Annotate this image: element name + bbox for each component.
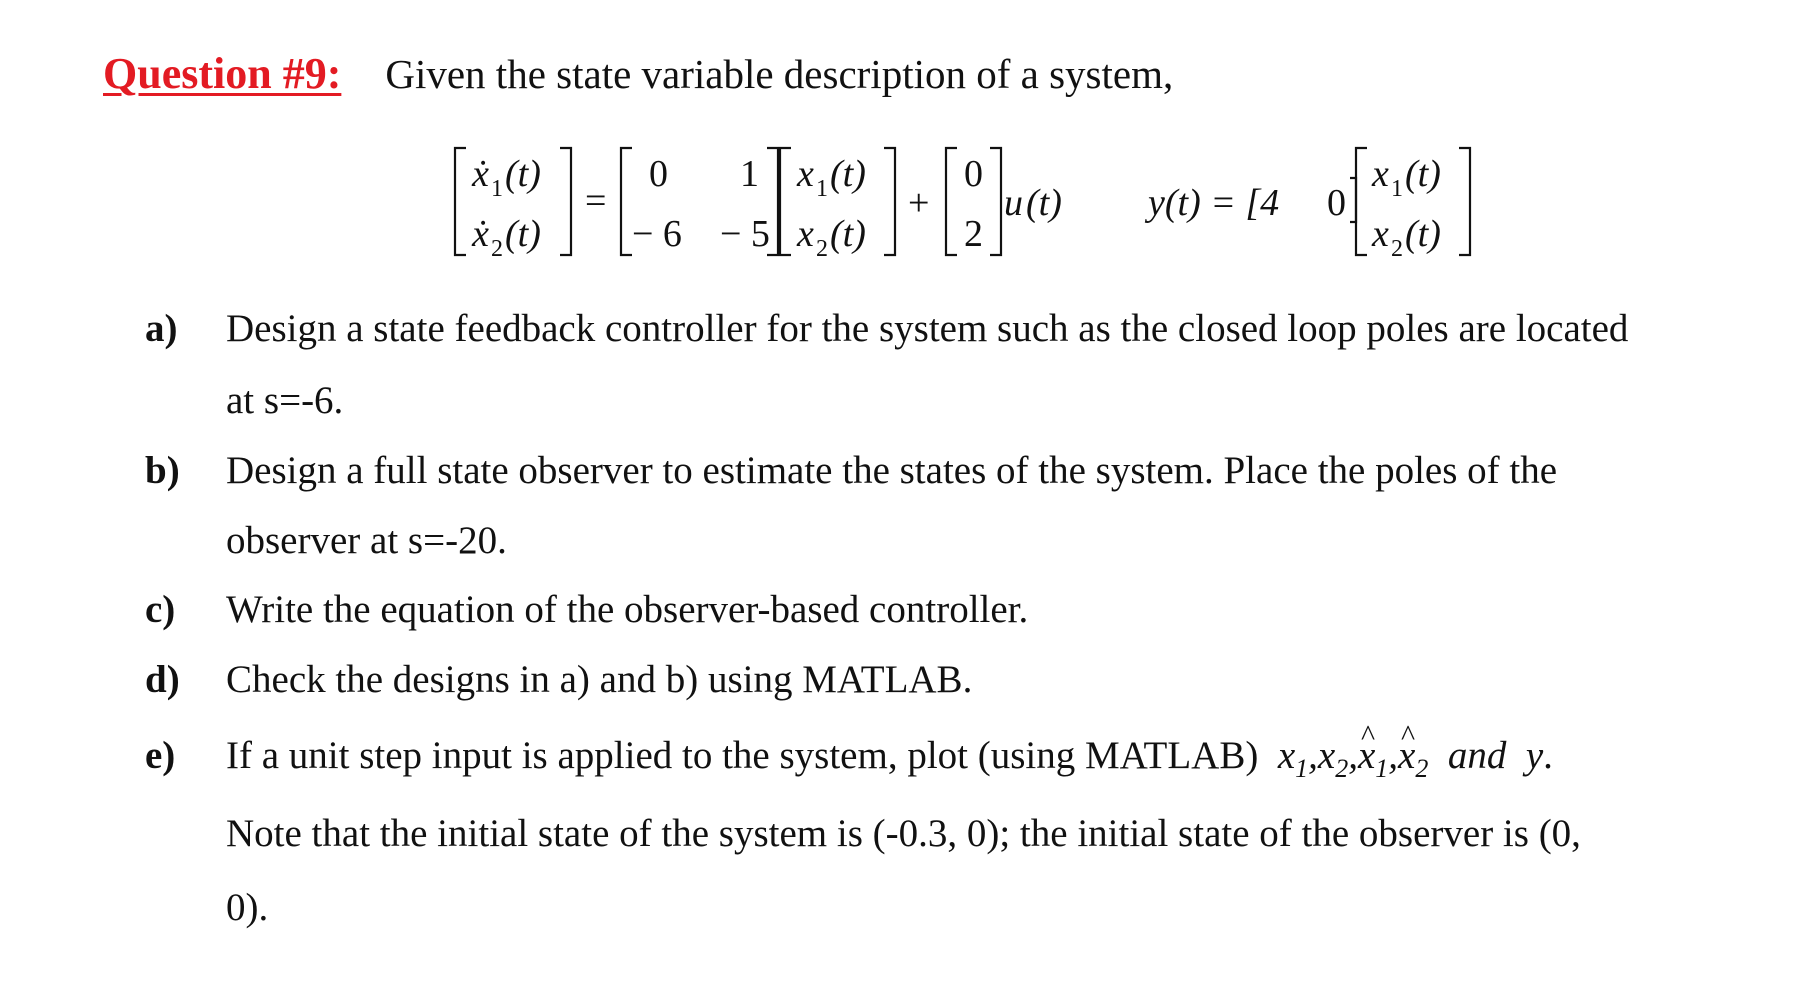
x-bracket-left [780,148,791,255]
x1-subscript: 1 [816,176,828,202]
y-x2-subscript: 2 [1391,236,1403,262]
question-intro: Given the state variable description of a system, [385,51,1174,97]
question-number: Question #9: [103,49,342,98]
state-space-equation [0,0,1799,300]
item-text: Check the designs in a) and b) using MATLAB. [226,658,973,701]
b-bracket-left [946,148,957,255]
input-u-arg: (t) [1026,182,1062,224]
item-text: Write the equation of the observer-based controller. [226,588,1029,631]
x1-dot-symbol: ẋ [472,153,489,195]
item-label: e) [145,734,176,777]
x1-dot-arg: (t) [505,153,541,195]
y-x1-symbol: x [1372,153,1389,195]
c2: 0 [1327,182,1346,224]
y-x-bracket-left [1356,148,1367,255]
output-lhs: y(t) = [4 [1148,182,1280,224]
y-x2-symbol: x [1372,213,1389,255]
y-x1-subscript: 1 [1391,176,1403,202]
b-bracket-right [990,148,1001,255]
y-x1-arg: (t) [1405,153,1441,195]
b1: 0 [964,153,983,195]
x2-subscript: 2 [816,236,828,262]
item-e-text: If a unit step input is applied to the system, plot (using MATLAB) [226,734,1259,777]
x2-dot-subscript: 2 [491,236,503,262]
plot-variables: $x_1,x_2,\^{}$ $x_1,\^{}$ $x_2$ and y. [1278,734,1553,777]
x2-arg: (t) [830,213,866,255]
item-e-continuation-2: 0). [226,886,269,929]
item-label: b) [145,449,180,492]
item-e-continuation-1: Note that the initial state of the system is (-0.3, 0); the initial state of the observer is (0, [226,812,1581,855]
x-bracket-right [884,148,895,255]
item-text: Design a state feedback controller for the system such as the closed loop poles are located [226,307,1629,350]
a11: 0 [649,153,668,195]
y-x2-arg: (t) [1405,213,1441,255]
item-label: d) [145,658,180,701]
x1-symbol: x [797,153,814,195]
x1-dot-subscript: 1 [491,176,503,202]
lhs-bracket-right [560,148,571,255]
item-text: Design a full state observer to estimate the states of the system. Place the poles of the [226,449,1558,492]
a-bracket-left [621,148,632,255]
plus-sign: + [908,182,930,224]
a21: − 6 [632,213,682,255]
lhs-bracket-left [455,148,466,255]
b2: 2 [964,213,983,255]
a12: 1 [740,153,759,195]
a22: − 5 [720,213,770,255]
equals-sign: = [585,180,607,222]
item-b-continuation: observer at s=-20. [226,519,507,562]
x2-dot-symbol: ẋ [472,213,489,255]
y-x-bracket-right [1459,148,1470,255]
item-label: a) [145,307,178,350]
x2-dot-arg: (t) [505,213,541,255]
item-label: c) [145,588,176,631]
input-u-symbol: u [1004,182,1023,224]
x2-symbol: x [797,213,814,255]
x1-arg: (t) [830,153,866,195]
item-a-continuation: at s=-6. [226,379,344,422]
item-text [226,733,1553,784]
